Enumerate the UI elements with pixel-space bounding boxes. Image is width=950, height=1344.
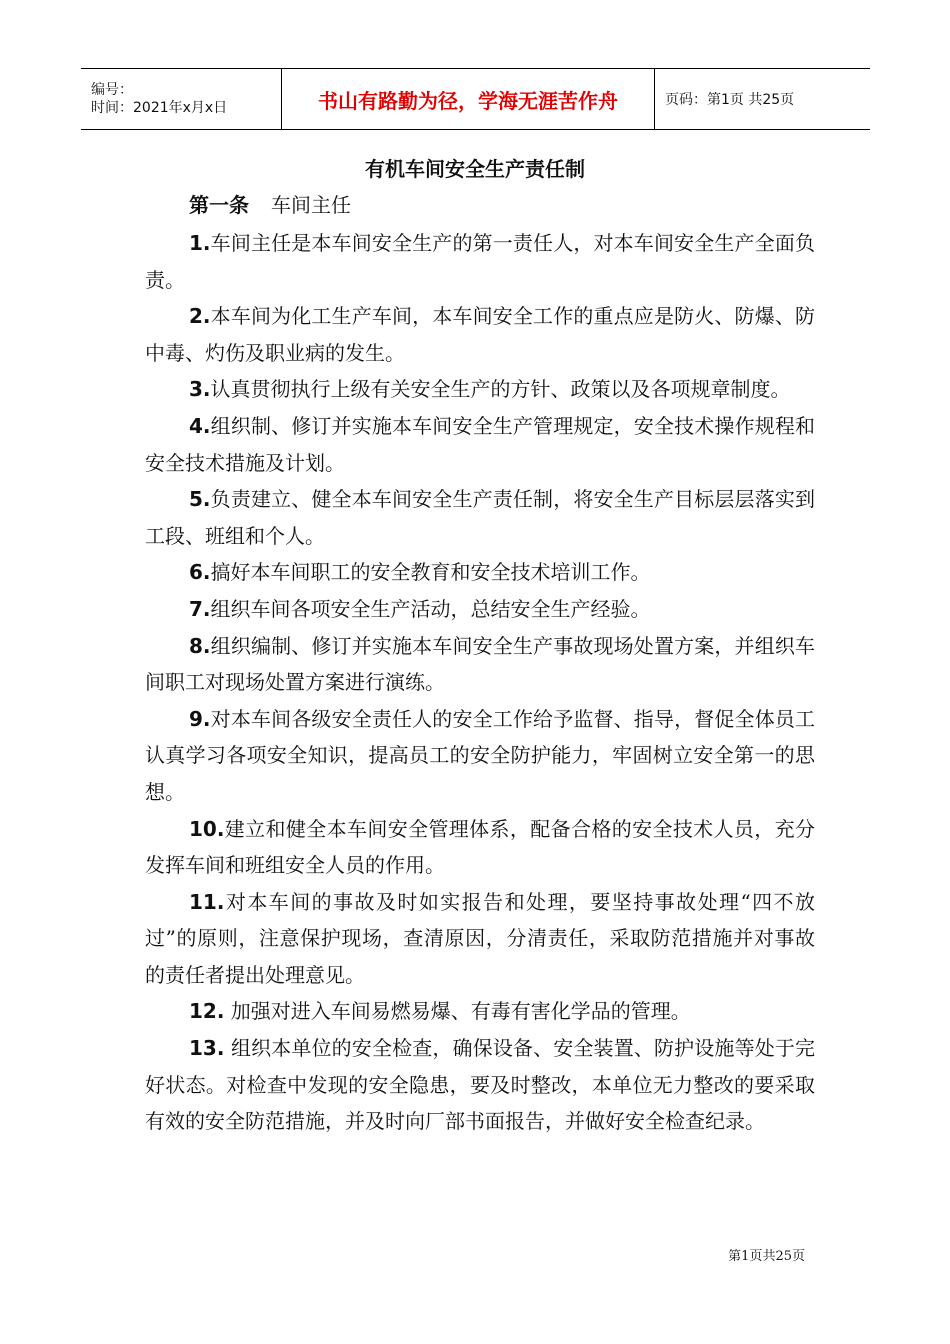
document-body xyxy=(145,225,815,1140)
section-title: 车间主任 xyxy=(271,193,351,217)
list-item xyxy=(145,884,815,994)
list-item xyxy=(145,628,815,701)
item-number: 7. xyxy=(189,596,211,621)
list-item xyxy=(145,811,815,884)
list-item xyxy=(145,481,815,554)
list-item xyxy=(145,298,815,371)
list-item xyxy=(145,371,815,408)
item-text: 车间主任是本车间安全生产的第一责任人，对本车间安全生产全面负责。 xyxy=(145,231,815,292)
list-item xyxy=(145,408,815,481)
section-label: 第一条 xyxy=(189,193,249,217)
item-text: 组织本单位的安全检查，确保设备、安全装置、防护设施等处于完好状态。对检查中发现的安全隐患，要及时整改，本单位无力整改的要采取有效的安全防范措施，并及时向厂部书面报告，并做好安全检查纪录。 xyxy=(145,1036,815,1134)
item-number: 9. xyxy=(189,706,211,731)
section-heading xyxy=(189,190,351,220)
item-number: 6. xyxy=(189,560,211,585)
item-text: 本车间为化工生产车间，本车间安全工作的重点应是防火、防爆、防中毒、灼伤及职业病的发生。 xyxy=(145,304,815,365)
item-text: 组织车间各项安全生产活动，总结安全生产经验。 xyxy=(210,596,651,621)
item-text: 组织编制、修订并实施本车间安全生产事故现场处置方案，并组织车间职工对现场处置方案进行演练。 xyxy=(145,633,815,695)
list-item xyxy=(145,1030,815,1140)
header-page-label: 页码：第1页 共25页 xyxy=(665,92,795,108)
item-text: 加强对进入车间易燃易爆、有毒有害化学品的管理。 xyxy=(224,999,691,1024)
list-item xyxy=(145,554,815,591)
item-text: 搞好本车间职工的安全教育和安全技术培训工作。 xyxy=(210,560,651,585)
item-text: 建立和健全本车间安全管理体系，配备合格的安全技术人员，充分发挥车间和班组安全人员的作用。 xyxy=(145,816,815,878)
header-motto: 书山有路勤为径，学海无涯苦作舟 xyxy=(318,88,618,113)
list-item xyxy=(145,993,815,1030)
item-number: 5. xyxy=(189,487,211,512)
header-page-cell xyxy=(655,69,870,129)
item-number: 1. xyxy=(189,231,211,255)
item-number: 8. xyxy=(189,633,211,658)
serial-label: 编号： xyxy=(91,82,133,98)
item-text: 对本车间各级安全责任人的安全工作给予监督、指导，督促全体员工认真学习各项安全知识，提高员工的安全防护能力，牢固树立安全第一的思想。 xyxy=(145,706,815,804)
item-number: 12. xyxy=(189,999,225,1024)
item-text: 对本车间的事故及时如实报告和处理，要坚持事故处理“四不放过”的原则，注意保护现场，查清原因，分清责任，采取防范措施并对事故的责任者提出处理意见。 xyxy=(145,889,815,987)
item-number: 4. xyxy=(189,413,211,438)
list-item xyxy=(145,225,815,298)
item-number: 10. xyxy=(189,816,225,841)
list-item xyxy=(145,591,815,628)
document-title: 有机车间安全生产责任制 xyxy=(365,157,585,181)
item-number: 3. xyxy=(189,377,211,402)
header-motto-cell xyxy=(282,69,655,129)
item-text: 负责建立、健全本车间安全生产责任制，将安全生产目标层层落实到工段、班组和个人。 xyxy=(145,487,815,548)
page-footer: 第1页共25页 xyxy=(728,1249,805,1264)
date-label: 时间：2021年x月x日 xyxy=(91,100,228,116)
item-number: 13. xyxy=(189,1036,225,1061)
item-text: 组织制、修订并实施本车间安全生产管理规定，安全技术操作规程和安全技术措施及计划。 xyxy=(145,413,815,475)
item-text: 认真贯彻执行上级有关安全生产的方针、政策以及各项规章制度。 xyxy=(210,377,791,402)
list-item xyxy=(145,701,815,811)
header-meta-cell xyxy=(81,69,282,129)
item-number: 11. xyxy=(189,889,225,914)
header-table xyxy=(81,68,870,130)
item-number: 2. xyxy=(189,304,211,329)
